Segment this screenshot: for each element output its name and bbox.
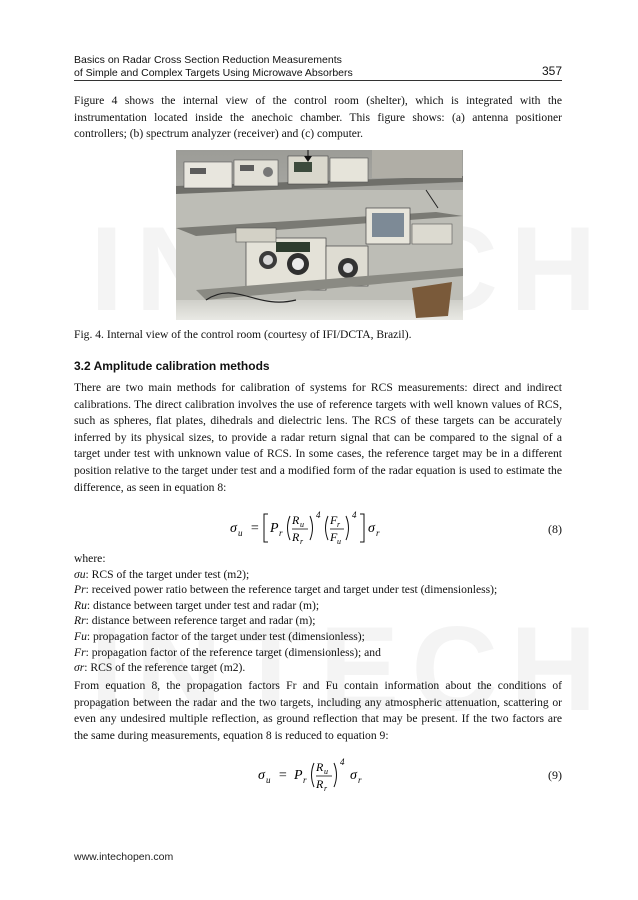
svg-text:u: u: [300, 520, 304, 529]
svg-text:σ: σ: [368, 521, 375, 536]
svg-text:P: P: [270, 521, 279, 536]
svg-text:R: R: [292, 513, 300, 527]
section-title: Amplitude calibration methods: [93, 359, 270, 373]
definition-item: [74, 613, 562, 629]
definition-symbol: Fr: [74, 645, 86, 659]
control-room-illustration: [176, 150, 463, 320]
definition-text: : distance between target under test and radar (m);: [86, 598, 320, 612]
intro-paragraph: Figure 4 shows the internal view of the control room (shelter), which is integrated with the instrumentation located inside the anechoic chamber. This figure shows: (a) antenna positioner controllers; (b) spectrum analyzer (receiver) and (c) computer.: [74, 94, 562, 141]
equation-9: [258, 755, 378, 800]
svg-text:R: R: [292, 530, 300, 544]
svg-text:u: u: [337, 537, 341, 546]
definition-text: : propagation factor of the target under test (dimensionless);: [86, 629, 365, 643]
svg-text:F: F: [330, 513, 338, 527]
svg-text:4: 4: [352, 510, 357, 520]
definition-item: [74, 567, 562, 583]
svg-text:u: u: [238, 528, 243, 538]
svg-text:r: r: [324, 784, 328, 793]
svg-text:σ: σ: [258, 768, 265, 783]
svg-text:=: =: [278, 768, 288, 783]
svg-text:P: P: [294, 768, 303, 783]
definition-symbol: σu: [74, 567, 86, 581]
svg-text:4: 4: [316, 510, 321, 520]
definition-symbol: σr: [74, 661, 85, 675]
svg-text:R: R: [316, 760, 324, 774]
equation-9-number: (9): [548, 768, 562, 782]
header-rule: [74, 80, 562, 81]
definition-symbol: Rr: [74, 614, 86, 628]
definition-item: [74, 629, 562, 645]
svg-text:u: u: [324, 767, 328, 776]
definition-item: [74, 598, 562, 614]
svg-text:u: u: [266, 775, 271, 785]
propagation-paragraph: From equation 8, the propagation factors Fr and Fu contain information about the conditions of propagation between the radar and the two targets, including any atmospheric attenuation, scattering or even any undesired multiple reflection, as ground reflection that may be present. If the two factors are the same during measurements, equation 8 is reduced to equation 9:: [74, 679, 562, 742]
definition-item: [74, 645, 562, 661]
definition-text: : RCS of the reference target (m2).: [84, 661, 246, 675]
definition-item: [74, 660, 562, 676]
equation-8-formula: [230, 508, 410, 548]
section-number: 3.2: [74, 359, 91, 373]
svg-text:σ: σ: [230, 521, 237, 536]
calibration-paragraph: There are two main methods for calibration of systems for RCS measurements: direct and indirect calibrations. The direct calibration involves the use of reference targets with well known values of RCS, such as spheres, flat plates, dihedrals and dielectric lens. The RCS of these targets can be accurately inferred by its physical sizes, to provide a radar return signal that can be compared to the signal of a target under test with unknown value of RCS. In some cases, the reference target may be in a different position relative to the target under test and a modified form of the radar equation is used to estimate the difference, as seen in equation 8:: [74, 381, 562, 494]
equation-9-formula: [258, 755, 378, 795]
svg-text:F: F: [330, 530, 338, 544]
definition-text: : distance between reference target and radar (m);: [85, 614, 316, 628]
svg-text:σ: σ: [350, 768, 357, 783]
definition-text: : received power ratio between the reference target and target under test (dimensionless);: [85, 583, 498, 597]
page-number: 357: [541, 64, 562, 78]
where-label: where:: [74, 552, 106, 565]
definition-text: : propagation factor of the reference target (dimensionless); and: [85, 645, 381, 659]
header-title-line-1: Basics on Radar Cross Section Reduction Measurements: [74, 54, 342, 66]
footer-url[interactable]: www.intechopen.com: [74, 851, 174, 863]
svg-text:r: r: [303, 775, 307, 785]
section-heading: [74, 359, 270, 373]
svg-text:4: 4: [340, 757, 345, 767]
equation-8-number: (8): [548, 522, 562, 536]
definition-symbol: Fu: [74, 629, 87, 643]
definition-text: : RCS of the target under test (m2);: [85, 567, 250, 581]
svg-text:r: r: [376, 528, 380, 538]
svg-text:r: r: [300, 537, 304, 546]
header-title-line-2: of Simple and Complex Targets Using Microwave Absorbers: [74, 67, 353, 79]
definition-item: [74, 582, 562, 598]
equation-8: [230, 508, 410, 553]
svg-text:=: =: [250, 521, 260, 536]
control-room-photo: [176, 150, 463, 320]
definitions-list: [74, 551, 562, 676]
svg-text:r: r: [279, 528, 283, 538]
svg-text:r: r: [358, 775, 362, 785]
svg-text:r: r: [337, 520, 341, 529]
definition-symbol: Pr: [74, 583, 86, 597]
svg-text:R: R: [316, 777, 324, 791]
definition-symbol: Ru: [74, 598, 87, 612]
figure-caption: Fig. 4. Internal view of the control room (courtesy of IFI/DCTA, Brazil).: [74, 328, 412, 341]
